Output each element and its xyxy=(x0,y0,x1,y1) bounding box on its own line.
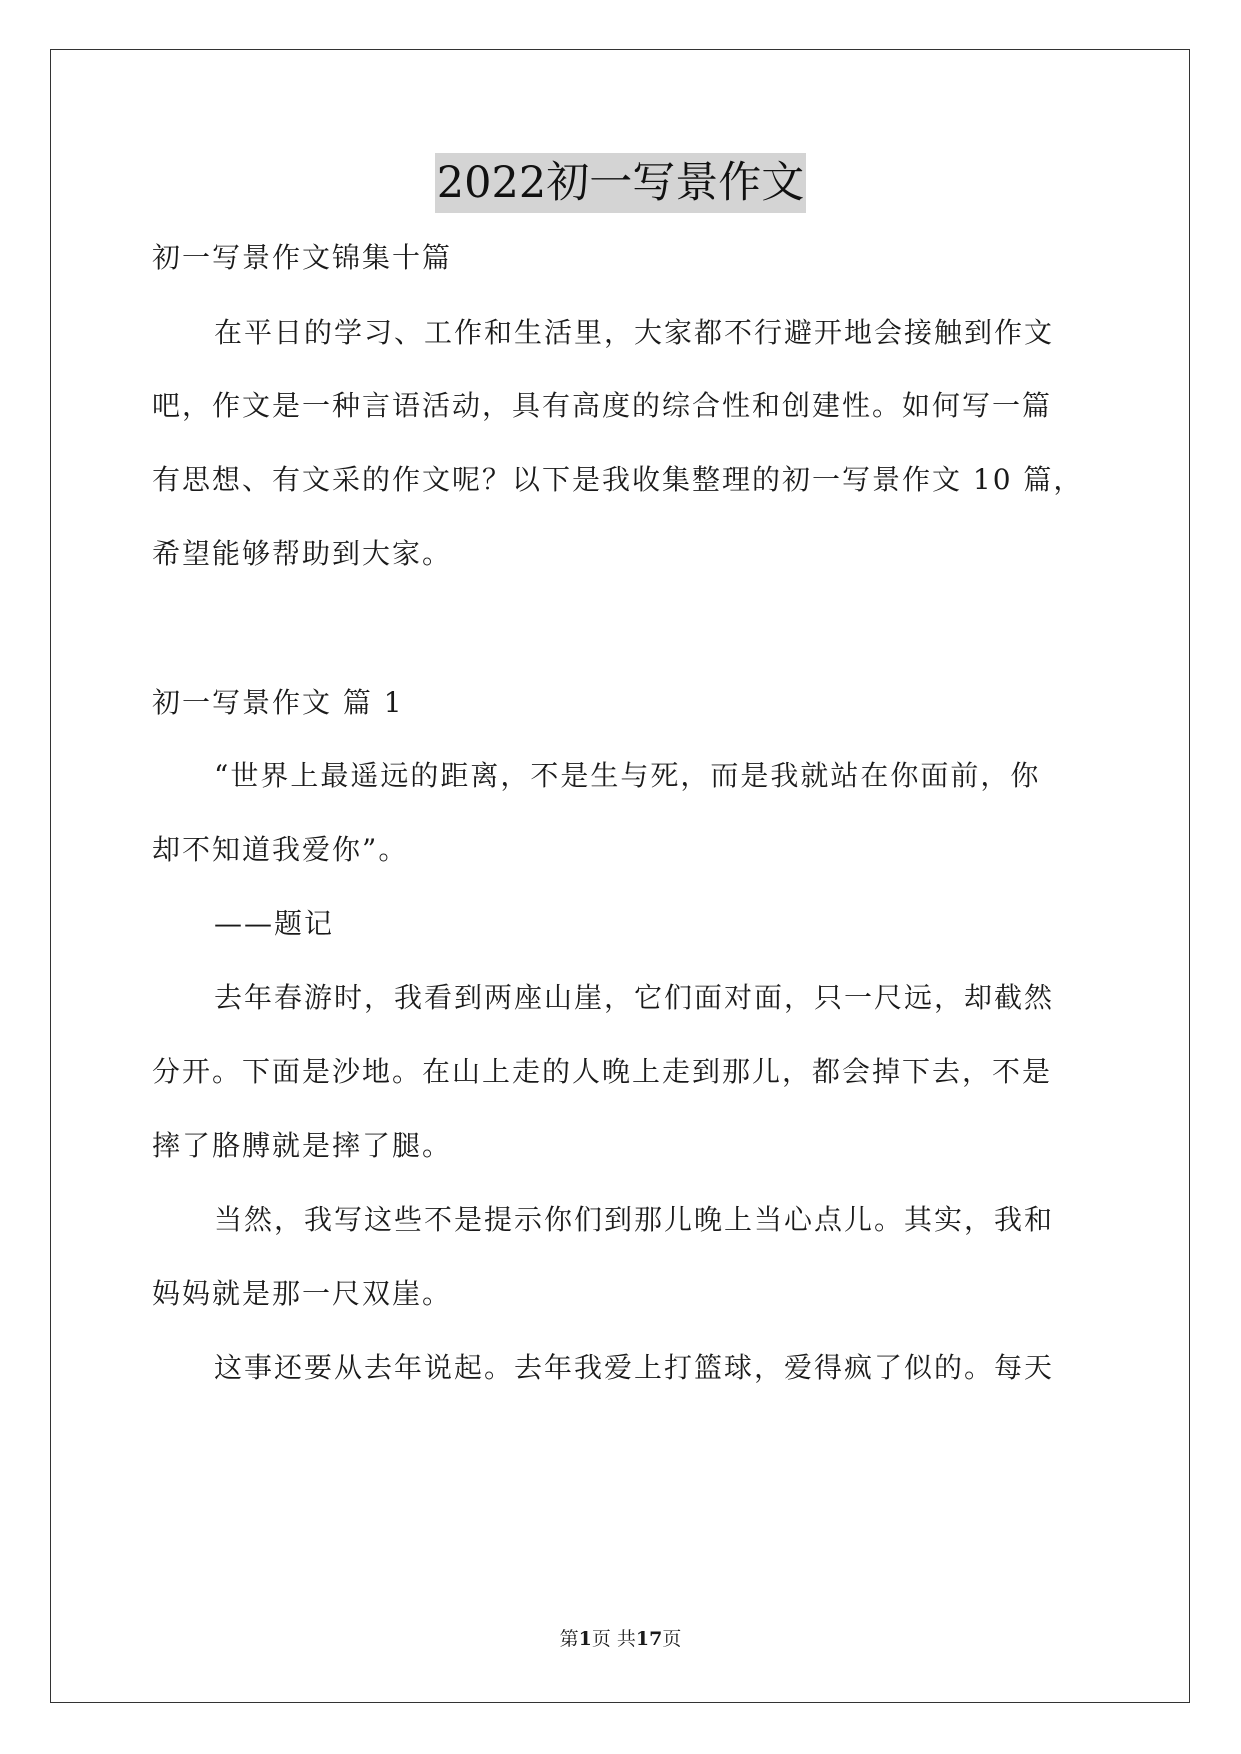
page-total: 17 xyxy=(635,1628,663,1650)
document-title: 2022初一写景作文 xyxy=(435,153,806,213)
paragraph-line: 妈妈就是那一尺双崖。 xyxy=(152,1277,453,1310)
document-subtitle: 初一写景作文锦集十篇 xyxy=(152,241,453,274)
page-suffix: 页 xyxy=(662,1628,682,1650)
page-prefix: 第 xyxy=(559,1628,579,1650)
paragraph-line: 分开。下面是沙地。在山上走的人晚上走到那儿，都会掉下去，不是 xyxy=(152,1055,1053,1088)
page-current: 1 xyxy=(578,1628,592,1650)
intro-line: 希望能够帮助到大家。 xyxy=(152,537,453,570)
section-heading: 初一写景作文 篇 1 xyxy=(152,686,404,719)
page-border xyxy=(50,49,1190,1703)
paragraph-line: 摔了胳膊就是摔了腿。 xyxy=(152,1129,453,1162)
quote-line: 却不知道我爱你”。 xyxy=(152,833,409,866)
paragraph-line: 去年春游时，我看到两座山崖，它们面对面，只一尺远，却截然 xyxy=(214,981,1055,1014)
title-container xyxy=(0,153,1241,213)
intro-line: 吧，作文是一种言语活动，具有高度的综合性和创建性。如何写一篇 xyxy=(152,389,1053,422)
page-mid: 页 共 xyxy=(591,1628,636,1650)
quote-line: “世界上最遥远的距离，不是生与死，而是我就站在你面前，你 xyxy=(214,759,1041,792)
intro-line: 在平日的学习、工作和生活里，大家都不行避开地会接触到作文 xyxy=(214,316,1055,349)
paragraph-line: 当然，我写这些不是提示你们到那儿晚上当心点儿。其实，我和 xyxy=(214,1203,1055,1236)
page-footer xyxy=(0,1626,1241,1652)
inscription: ——题记 xyxy=(214,907,335,940)
intro-line: 有思想、有文采的作文呢？以下是我收集整理的初一写景作文 10 篇， xyxy=(152,463,1084,496)
paragraph-line: 这事还要从去年说起。去年我爱上打篮球，爱得疯了似的。每天 xyxy=(214,1351,1055,1384)
